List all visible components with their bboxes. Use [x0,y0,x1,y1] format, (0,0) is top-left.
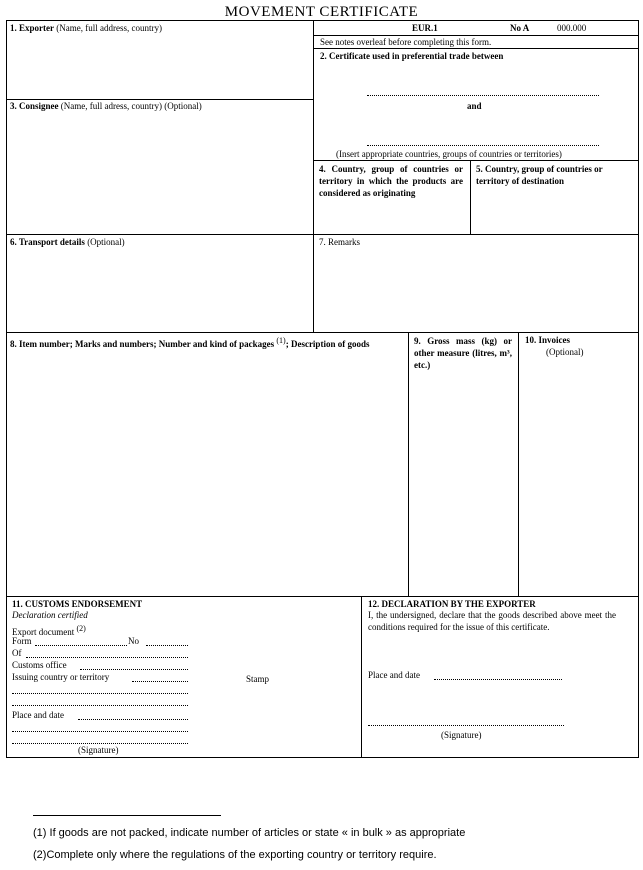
export-doc-label: Export document [12,627,75,637]
footnote-1-num: (1) [33,827,47,839]
of-field[interactable] [26,657,188,658]
box2-title: 2. Certificate used in preferential trade between [320,51,504,61]
box8-text-b: ; Description of goods [285,339,370,349]
signature-line-2[interactable] [12,743,188,744]
box1-label: (Name, full address, country) [56,23,162,33]
form-frame [6,20,639,758]
box11-customs-office-label: Customs office [12,660,67,670]
box3-number: 3. Consignee [10,101,59,111]
footnote-separator [33,815,221,816]
divider [361,596,362,758]
page-title: MOVEMENT CERTIFICATE [224,4,419,20]
footnote-1 [33,826,465,840]
box8-text-a: 8. Item number; Marks and numbers; Number and kind of packages [10,339,275,349]
box4-origin-country[interactable]: 4. Country, group of countries or territory in which the products are considered as originating [319,164,463,198]
box12-place-date-field[interactable] [434,679,562,680]
divider [6,99,313,100]
box10-sub: (Optional) [546,347,584,357]
box6-label: (Optional) [87,237,125,247]
notes-instruction: See notes overleaf before completing this form. [320,37,492,47]
box7-remarks[interactable]: 7. Remarks [319,237,360,247]
box2-note: (Insert appropriate countries, groups of countries or territories) [336,149,562,159]
box11-signature: (Signature) [78,745,119,755]
divider [408,332,409,596]
signature-line[interactable] [12,731,188,732]
number-label: No A [510,23,530,33]
box10-title: 10. Invoices [525,335,570,345]
box3-label: (Name, full adress, country) (Optional) [60,101,202,111]
customs-office-field[interactable] [80,669,188,670]
box9-gross-mass[interactable]: 9. Gross mass (kg) or other measure (litres, m³, etc.) [414,336,512,370]
place-date-field[interactable] [78,719,188,720]
box6-number: 6. Transport details [10,237,85,247]
divider [313,35,639,36]
box12-signature-line[interactable] [368,725,564,726]
box8-description[interactable] [10,335,402,350]
box8-sup: (1) [276,336,286,345]
divider [313,20,314,333]
divider [470,160,471,234]
divider [313,48,639,49]
divider [6,332,639,333]
divider [518,332,519,596]
no-field[interactable] [146,645,188,646]
box6-transport[interactable] [10,237,125,248]
divider [313,160,639,161]
footnote-1-text: If goods are not packed, indicate number of articles or state « in bulk » as appropriate [46,827,466,839]
box1-exporter[interactable] [10,23,162,34]
box12-title: 12. DECLARATION BY THE EXPORTER [368,599,536,609]
box12-text: I, the undersigned, declare that the goods described above meet the conditions required for the issue of this certificate. [368,610,616,632]
box12-signature: (Signature) [441,730,482,740]
footnote-2-num: (2) [33,849,47,861]
footnote-2 [33,848,437,862]
box11-issuing-label: Issuing country or territory [12,672,110,682]
box2-country-line[interactable] [367,95,599,96]
blank-line[interactable] [12,705,188,706]
box12-place-date-label: Place and date [368,670,420,680]
export-doc-sup: (2) [76,624,86,633]
box2-and: and [467,101,482,111]
footnote-2-text: Complete only where the regulations of the exporting country or territory require. [46,849,437,861]
box11-title: 11. CUSTOMS ENDORSEMENT [12,599,143,609]
box3-consignee[interactable] [10,101,202,112]
box5-destination-country[interactable]: 5. Country, group of countries or territory of destination [476,164,603,186]
eur-label: EUR.1 [412,23,438,33]
box11-place-date-label: Place and date [12,710,64,720]
box1-number: 1. Exporter [10,23,54,33]
form-field[interactable] [35,645,127,646]
box11-of-label: Of [12,648,22,658]
box11-form-label: Form [12,636,32,646]
divider [6,596,639,597]
box11-subtitle: Declaration certified [12,610,88,620]
issuing-field[interactable] [132,681,188,682]
issuing-field-2[interactable] [12,693,188,694]
divider [6,234,639,235]
box11-stamp: Stamp [246,674,270,684]
box2-country-line[interactable] [367,145,599,146]
number-value: 000.000 [557,23,587,33]
box11-no-label: No [128,636,139,646]
